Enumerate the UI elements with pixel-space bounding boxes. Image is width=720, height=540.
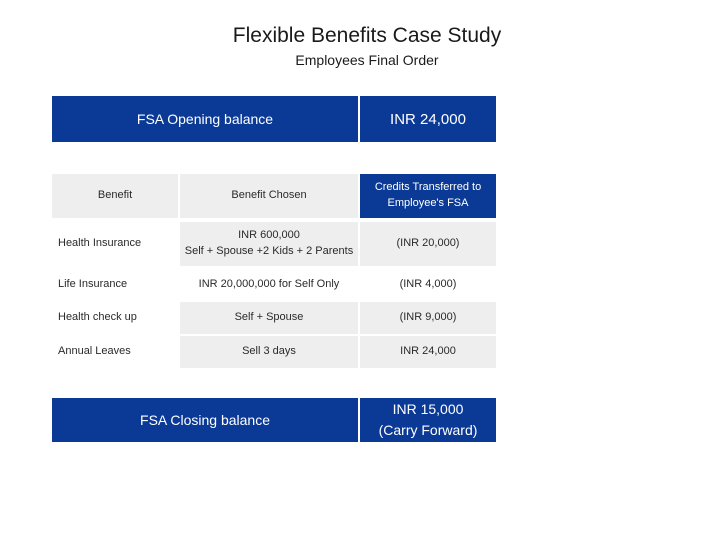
credits-cell: (INR 4,000) [399, 278, 457, 291]
benefit-chosen-line: INR 600,000 [238, 229, 300, 242]
column-header-benefit-chosen: Benefit Chosen [180, 174, 358, 218]
opening-balance-label: FSA Opening balance [52, 96, 358, 142]
closing-balance-label: FSA Closing balance [52, 398, 358, 442]
credits-cell: (INR 9,000) [360, 302, 496, 334]
benefit-chosen-line: Self + Spouse +2 Kids + 2 Parents [184, 245, 354, 257]
page-subtitle: Employees Final Order [295, 52, 439, 68]
closing-balance-amount: INR 15,000 [392, 401, 464, 417]
benefit-chosen-cell: INR 20,000,000 for Self Only [198, 278, 340, 291]
credits-cell: (INR 20,000) [360, 222, 496, 266]
page-title: Flexible Benefits Case Study [232, 24, 502, 47]
benefit-chosen-cell: Self + Spouse [180, 302, 358, 334]
benefit-cell: Health check up [58, 311, 137, 324]
column-header-benefit: Benefit [52, 174, 178, 218]
column-header-credits: Credits Transferred to Employee's FSA [360, 174, 496, 218]
opening-balance-value: INR 24,000 [360, 96, 496, 142]
benefit-chosen-cell [180, 222, 358, 266]
benefit-cell: Health Insurance [58, 237, 142, 250]
benefit-cell: Life Insurance [58, 278, 128, 291]
closing-balance-value [360, 398, 496, 442]
benefit-chosen-cell: Sell 3 days [180, 336, 358, 368]
benefit-cell: Annual Leaves [58, 345, 131, 358]
credits-cell: INR 24,000 [360, 336, 496, 368]
closing-balance-note: (Carry Forward) [378, 422, 478, 438]
